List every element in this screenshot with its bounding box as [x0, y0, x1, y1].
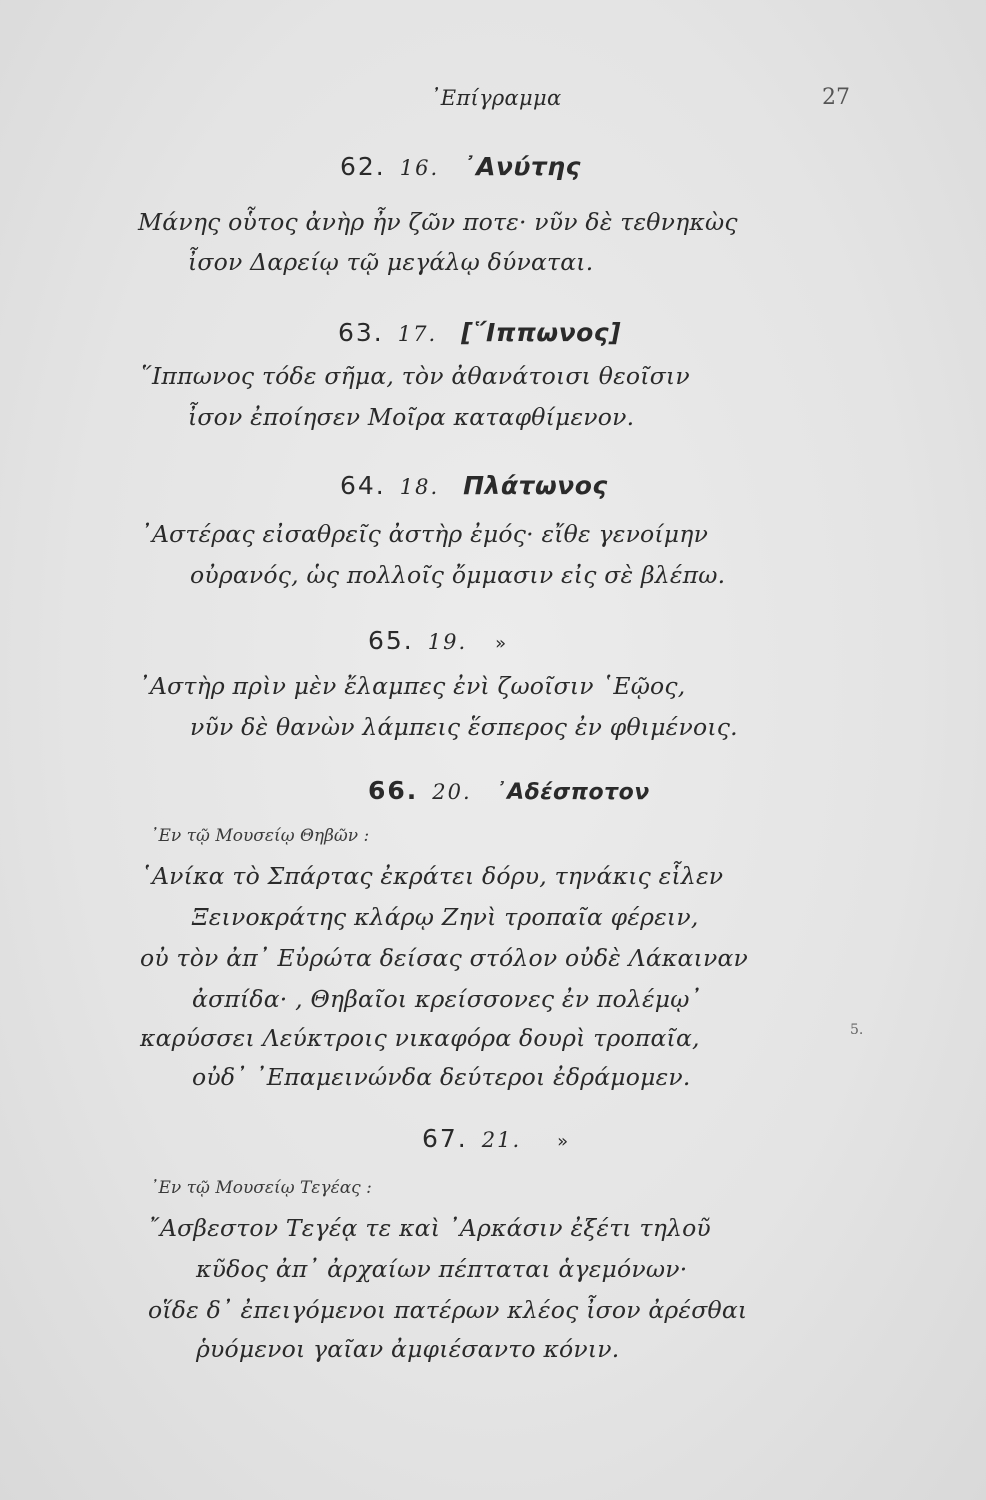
epigram-number: 63. — [338, 318, 384, 347]
epigram-subnumber: 21. — [481, 1128, 522, 1152]
verse-line: ῥυόμενοι γαῖαν ἀμφιέσαντο κόνιν. — [196, 1335, 620, 1363]
epigram-heading-66 — [368, 776, 650, 805]
running-header-title: ᾿Επίγραμμα — [430, 86, 562, 110]
verse-line: Μάνης οὗτος ἀνὴρ ἦν ζῶν ποτε· νῦν δὲ τεθνηκὼς — [138, 208, 738, 236]
verse-line: καρύσσει Λεύκτροις νικαφόρα δουρὶ τροπαῖα, — [140, 1024, 700, 1052]
epigram-author: Πλάτωνος — [463, 471, 608, 500]
verse-line: ῎Ασβεστον Τεγέᾳ τε καὶ ᾿Αρκάσιν ἐξέτι τηλοῦ — [148, 1214, 711, 1242]
epigram-author: [῞Ιππωνος] — [461, 318, 622, 347]
epigram-number: 64. — [340, 471, 386, 500]
epigram-number: 65. — [368, 626, 414, 655]
verse-line: οὐ τὸν ἀπ᾿ Εὐρώτα δείσας στόλον οὐδὲ Λάκαιναν — [140, 944, 749, 972]
verse-line: ῞Ιππωνος τόδε σῆμα, τὸν ἀθανάτοισι θεοῖσιν — [140, 362, 690, 390]
verse-line: οὐδ᾿ ᾿Επαμεινώνδα δεύτεροι ἐδράμομεν. — [192, 1063, 691, 1091]
location-note: ᾿Εν τῷ Μουσείῳ Θηβῶν : — [150, 826, 370, 846]
verse-line: ῾Ανίκα τὸ Σπάρτας ἐκράτει δόρυ, τηνάκις εἷλεν — [140, 862, 724, 890]
epigram-heading-62 — [340, 152, 581, 181]
line-number-marker: 5. — [850, 1022, 864, 1038]
verse-line: ἶσον Δαρείῳ τῷ μεγάλῳ δύναται. — [188, 248, 594, 276]
epigram-author: ᾿Αδέσποτον — [495, 780, 650, 805]
verse-line: κῦδος ἀπ᾿ ἀρχαίων πέπταται ἁγεμόνων· — [196, 1255, 688, 1283]
verse-line: Ξεινοκράτης κλάρῳ Ζηνὶ τροπαῖα φέρειν, — [192, 903, 699, 931]
epigram-author: » — [557, 1131, 569, 1152]
location-note: ᾿Εν τῷ Μουσείῳ Τεγέας : — [150, 1178, 372, 1198]
epigram-number: 66. — [368, 776, 419, 805]
verse-line: οἵδε δ᾿ ἐπειγόμενοι πατέρων κλέος ἶσον ἀρέσθαι — [148, 1296, 748, 1324]
epigram-heading-67 — [422, 1124, 569, 1153]
verse-line: ᾿Αστέρας εἰσαθρεῖς ἀστὴρ ἐμός· εἴθε γενοίμην — [140, 520, 709, 548]
verse-line: ἀσπίδα· , Θηβαῖοι κρείσσονες ἐν πολέμῳ᾿ — [192, 985, 702, 1013]
epigram-subnumber: 16. — [399, 156, 440, 180]
epigram-subnumber: 17. — [397, 322, 438, 346]
verse-line: ᾿Αστὴρ πρὶν μὲν ἔλαμπες ἐνὶ ζωοῖσιν ῾Εῷος, — [138, 672, 686, 700]
verse-line: οὐρανός, ὡς πολλοῖς ὄμμασιν εἰς σὲ βλέπω. — [190, 561, 726, 589]
epigram-subnumber: 18. — [399, 475, 440, 499]
epigram-heading-63 — [338, 318, 621, 347]
page-number: 27 — [822, 85, 850, 110]
epigram-heading-65 — [368, 626, 507, 655]
epigram-subnumber: 19. — [427, 630, 468, 654]
verse-line: νῦν δὲ θανὼν λάμπεις ἕσπερος ἐν φθιμένοις. — [190, 713, 738, 741]
epigram-number: 62. — [340, 152, 386, 181]
verse-line: ἶσον ἐποίησεν Μοῖρα καταφθίμενον. — [188, 403, 635, 431]
epigram-author: » — [495, 633, 507, 654]
epigram-author: ᾿Ανύτης — [463, 152, 581, 181]
epigram-heading-64 — [340, 471, 608, 500]
epigram-number: 67. — [422, 1124, 468, 1153]
epigram-subnumber: 20. — [432, 780, 472, 804]
